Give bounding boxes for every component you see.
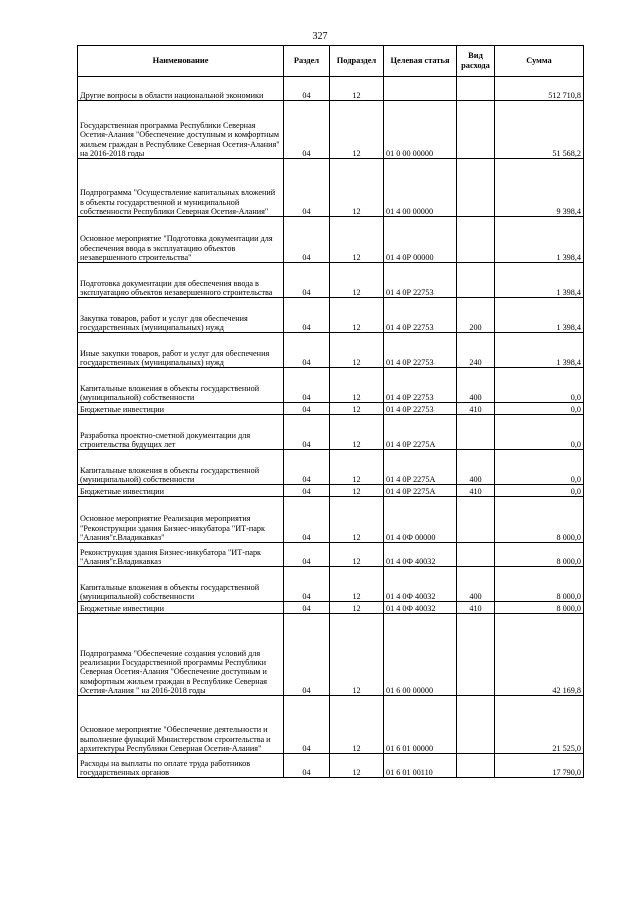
cell-amount: 1 398,4 [495,333,584,368]
cell-amount: 8 000,0 [495,567,584,602]
cell-section: 04 [284,415,330,450]
table-body [78,77,584,778]
cell-name: Основное мероприятие "Подготовка документации для обеспечения ввода в эксплуатацию объектов незавершенного строительства" [78,217,284,263]
cell-name: Капитальные вложения в объекты государственной (муниципальной) собственности [78,368,284,403]
cell-subsection: 12 [330,602,384,614]
cell-target-article: 01 6 01 00110 [384,754,457,778]
cell-expense-type: 410 [457,403,495,415]
cell-name: Капитальные вложения в объекты государственной (муниципальной) собственности [78,450,284,485]
cell-section: 04 [284,614,330,696]
cell-amount: 512 710,8 [495,77,584,101]
cell-name: Бюджетные инвестиции [78,602,284,614]
table-row [78,101,584,159]
cell-target-article: 01 4 0Ф 40032 [384,567,457,602]
budget-table [77,45,584,778]
cell-name: Бюджетные инвестиции [78,403,284,415]
cell-target-article: 01 4 0Ф 40032 [384,543,457,567]
cell-section: 04 [284,497,330,543]
cell-name: Основное мероприятие Реализация мероприятия "Реконструкции здания Бизнес-инкубатора "ИТ-парк "Алания"г.Владикавказ" [78,497,284,543]
cell-expense-type [457,159,495,217]
table-row [78,497,584,543]
cell-amount: 0,0 [495,403,584,415]
table-header-row [78,46,584,77]
cell-expense-type: 400 [457,450,495,485]
cell-target-article: 01 4 0Ф 00000 [384,497,457,543]
cell-amount: 17 790,0 [495,754,584,778]
cell-subsection: 12 [330,77,384,101]
cell-expense-type [457,263,495,298]
cell-subsection: 12 [330,159,384,217]
table-row [78,543,584,567]
cell-name: Подпрограмма "Обеспечение создания условий для реализации Государственной программы Республики Северная Осетия-Алания "Обеспечение доступным и комфортным жильем граждан в Республике Северная Осетия-Алания " на 2016-2018 годы [78,614,284,696]
cell-target-article: 01 4 0Р 22753 [384,403,457,415]
cell-amount: 1 398,4 [495,298,584,333]
cell-name: Капитальные вложения в объекты государственной (муниципальной) собственности [78,567,284,602]
table-row [78,614,584,696]
cell-target-article: 01 4 0Р 2275А [384,415,457,450]
cell-subsection: 12 [330,567,384,602]
cell-section: 04 [284,602,330,614]
cell-expense-type [457,217,495,263]
cell-expense-type: 400 [457,567,495,602]
cell-expense-type [457,77,495,101]
table-row [78,298,584,333]
cell-expense-type [457,614,495,696]
cell-amount: 8 000,0 [495,602,584,614]
table-row [78,415,584,450]
cell-subsection: 12 [330,497,384,543]
table-row [78,450,584,485]
table-row [78,403,584,415]
cell-section: 04 [284,263,330,298]
cell-subsection: 12 [330,696,384,754]
cell-expense-type: 240 [457,333,495,368]
cell-name: Разработка проектно-сметной документации для строительства будущих лет [78,415,284,450]
cell-target-article: 01 4 0Р 22753 [384,298,457,333]
header-amount: Сумма [495,46,584,77]
cell-section: 04 [284,101,330,159]
cell-name: Бюджетные инвестиции [78,485,284,497]
cell-subsection: 12 [330,403,384,415]
header-section: Раздел [284,46,330,77]
table-row [78,263,584,298]
cell-expense-type: 400 [457,368,495,403]
cell-amount: 0,0 [495,485,584,497]
cell-expense-type [457,696,495,754]
header-name: Наименование [78,46,284,77]
cell-section: 04 [284,696,330,754]
cell-subsection: 12 [330,333,384,368]
cell-amount: 1 398,4 [495,263,584,298]
cell-target-article: 01 4 00 00000 [384,159,457,217]
table-row [78,333,584,368]
cell-expense-type [457,497,495,543]
cell-target-article: 01 4 0Ф 40032 [384,602,457,614]
table-row [78,485,584,497]
table-row [78,368,584,403]
header-target-article: Целевая статья [384,46,457,77]
cell-name: Расходы на выплаты по оплате труда работников государственных органов [78,754,284,778]
page-number: 327 [312,31,328,42]
table-row [78,77,584,101]
table-row [78,217,584,263]
cell-name: Подпрограмма "Осуществление капитальных вложений в объекты государственной и муниципальной собственности Республики Северная Осетия-Алания" [78,159,284,217]
cell-target-article [384,77,457,101]
cell-subsection: 12 [330,754,384,778]
cell-target-article: 01 4 0Р 22753 [384,333,457,368]
cell-amount: 0,0 [495,450,584,485]
cell-section: 04 [284,368,330,403]
table-row [78,696,584,754]
cell-target-article: 01 4 0Р 22753 [384,263,457,298]
cell-section: 04 [284,567,330,602]
cell-amount: 42 169,8 [495,614,584,696]
cell-expense-type: 410 [457,485,495,497]
cell-expense-type: 410 [457,602,495,614]
cell-section: 04 [284,485,330,497]
cell-amount: 0,0 [495,368,584,403]
cell-subsection: 12 [330,485,384,497]
cell-section: 04 [284,298,330,333]
header-expense-type: Вид расхода [457,46,495,77]
cell-expense-type [457,415,495,450]
cell-name: Реконструкция здания Бизнес-инкубатора "ИТ-парк "Алания"г.Владикавказ [78,543,284,567]
cell-subsection: 12 [330,543,384,567]
cell-subsection: 12 [330,415,384,450]
cell-expense-type [457,101,495,159]
table-row [78,159,584,217]
cell-name: Другие вопросы в области национальной экономики [78,77,284,101]
cell-expense-type: 200 [457,298,495,333]
cell-name: Закупка товаров, работ и услуг для обеспечения государственных (муниципальных) нужд [78,298,284,333]
cell-subsection: 12 [330,368,384,403]
cell-section: 04 [284,159,330,217]
cell-subsection: 12 [330,217,384,263]
cell-section: 04 [284,543,330,567]
cell-amount: 1 398,4 [495,217,584,263]
cell-subsection: 12 [330,263,384,298]
cell-subsection: 12 [330,614,384,696]
cell-name: Иные закупки товаров, работ и услуг для обеспечения государственных (муниципальных) нужд [78,333,284,368]
cell-amount: 8 000,0 [495,497,584,543]
table-row [78,602,584,614]
cell-subsection: 12 [330,450,384,485]
cell-section: 04 [284,217,330,263]
cell-target-article: 01 4 0Р 00000 [384,217,457,263]
cell-expense-type [457,543,495,567]
cell-expense-type [457,754,495,778]
cell-section: 04 [284,77,330,101]
cell-target-article: 01 4 0Р 2275А [384,450,457,485]
cell-subsection: 12 [330,101,384,159]
cell-target-article: 01 4 0Р 22753 [384,368,457,403]
cell-target-article: 01 4 0Р 2275А [384,485,457,497]
cell-target-article: 01 6 00 00000 [384,614,457,696]
cell-amount: 9 398,4 [495,159,584,217]
cell-target-article: 01 0 00 00000 [384,101,457,159]
cell-name: Подготовка документации для обеспечения ввода в эксплуатацию объектов незавершенного строительства [78,263,284,298]
cell-section: 04 [284,403,330,415]
table-row [78,754,584,778]
header-subsection: Подраздел [330,46,384,77]
cell-amount: 8 000,0 [495,543,584,567]
cell-name: Государственная программа Республики Северная Осетия-Алания "Обеспечение доступным и комфортным жильем граждан в Республике Северная Осетия-Алания" на 2016-2018 годы [78,101,284,159]
cell-section: 04 [284,333,330,368]
cell-amount: 51 568,2 [495,101,584,159]
cell-section: 04 [284,754,330,778]
cell-name: Основное мероприятие "Обеспечение деятельности и выполнение функций Министерством строительства и архитектуры Республики Северная Осетия-Алания" [78,696,284,754]
cell-amount: 21 525,0 [495,696,584,754]
cell-section: 04 [284,450,330,485]
cell-target-article: 01 6 01 00000 [384,696,457,754]
cell-subsection: 12 [330,298,384,333]
cell-amount: 0,0 [495,415,584,450]
table-row [78,567,584,602]
